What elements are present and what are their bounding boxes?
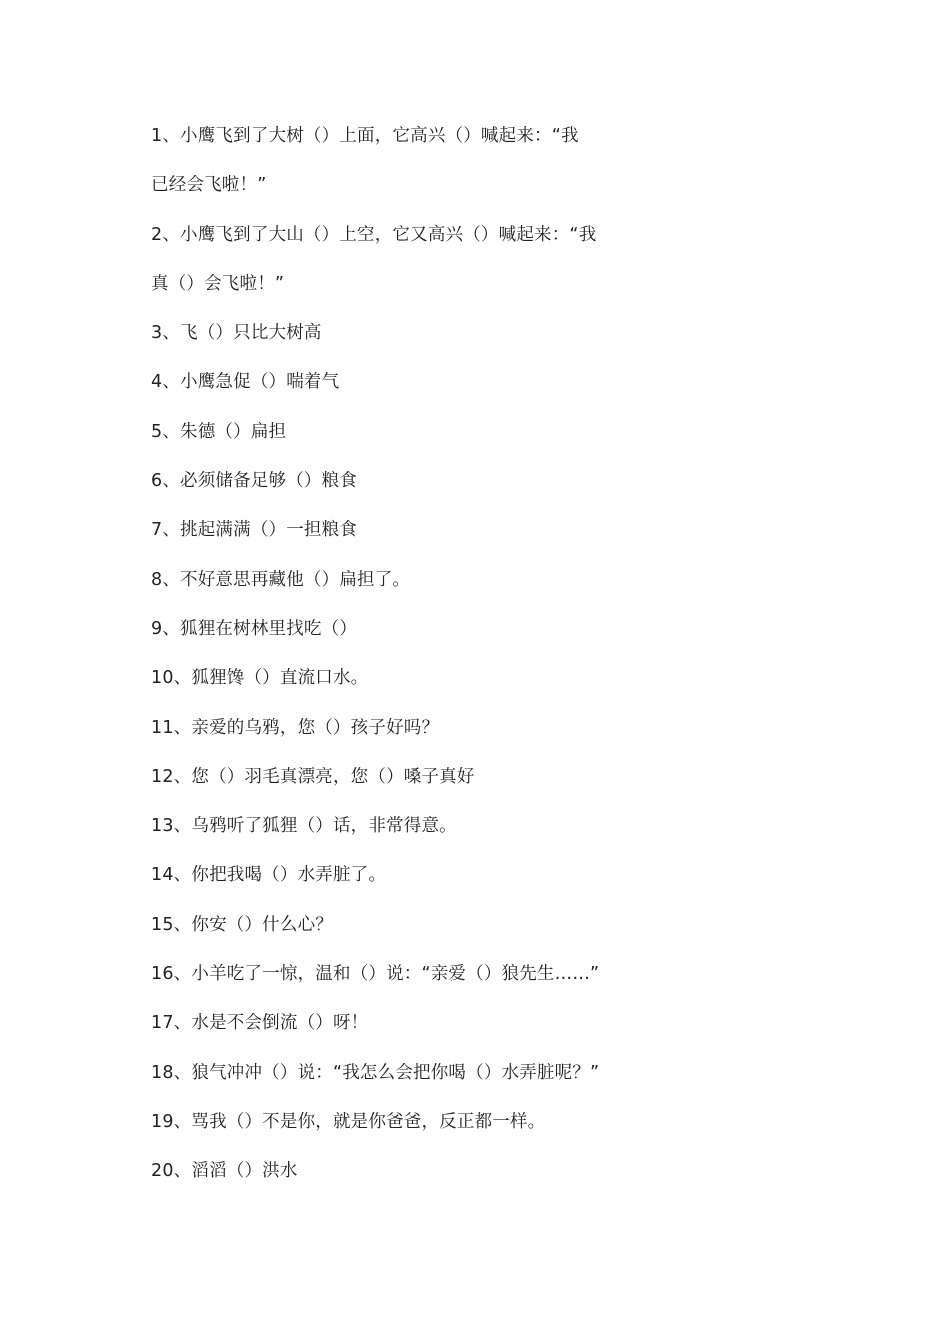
text-line: 真（）会飞啦！” <box>151 273 285 294</box>
text-line: 11、亲爱的乌鸦，您（）孩子好吗？ <box>151 717 440 738</box>
text-line: 14、你把我喝（）水弄脏了。 <box>151 865 387 886</box>
text-line: 20、滔滔（）洪水 <box>151 1161 298 1182</box>
text-line: 5、朱德（）扁担 <box>151 421 287 442</box>
text-line: 19、骂我（）不是你，就是你爸爸，反正都一样。 <box>151 1111 546 1132</box>
text-line: 1、小鹰飞到了大树（）上面，它高兴（）喊起来：“我 <box>151 126 579 146</box>
text-line: 17、水是不会倒流（）呀！ <box>151 1013 369 1034</box>
text-line: 12、您（）羽毛真漂亮，您（）嗓子真好 <box>151 766 475 787</box>
document-body <box>151 123 671 1208</box>
text-line: 16、小羊吃了一惊，温和（）说：“亲爱（）狼先生……” <box>151 964 600 985</box>
text-line: 15、你安（）什么心？ <box>151 914 333 935</box>
text-line: 4、小鹰急促（）喘着气 <box>151 372 340 393</box>
text-line: 3、飞（）只比大树高 <box>151 323 322 344</box>
text-line: 2、小鹰飞到了大山（）上空，它又高兴（）喊起来：“我 <box>151 224 597 245</box>
text-line: 9、狐狸在树林里找吃（） <box>151 618 358 639</box>
text-line: 10、狐狸馋（）直流口水。 <box>151 668 369 689</box>
text-line: 7、挑起满满（）一担粮食 <box>151 520 358 541</box>
text-line: 已经会飞啦！” <box>151 175 267 196</box>
text-line: 8、不好意思再藏他（）扁担了。 <box>151 569 411 590</box>
text-line: 13、乌鸦听了狐狸（）话，非常得意。 <box>151 816 457 837</box>
text-line: 6、必须储备足够（）粮食 <box>151 471 358 492</box>
text-line: 18、狼气冲冲（）说：“我怎么会把你喝（）水弄脏呢？” <box>151 1062 600 1083</box>
